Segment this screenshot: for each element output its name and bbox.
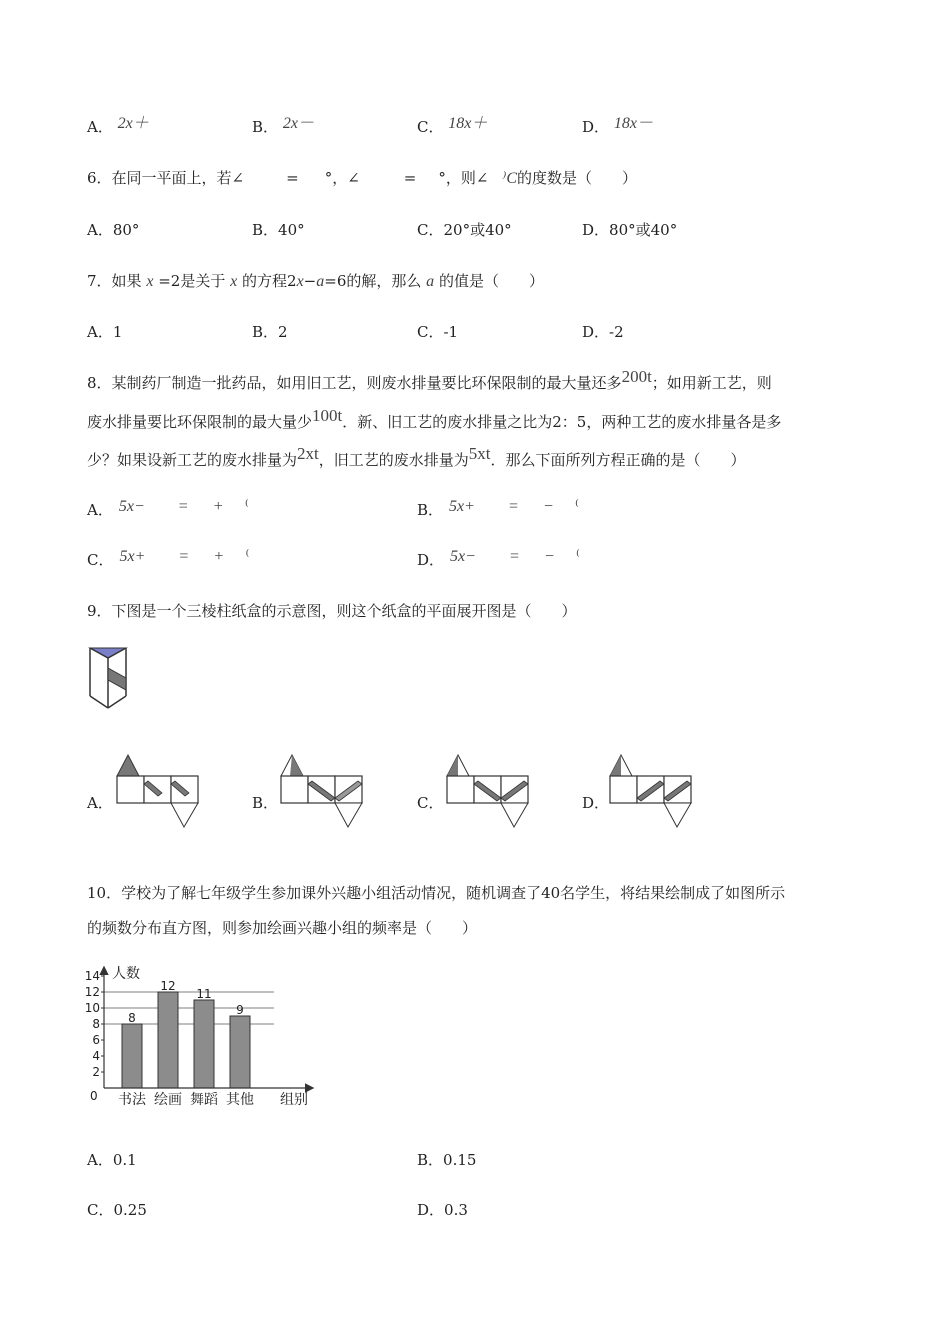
option-label: D． (417, 551, 445, 569)
q10-option-b[interactable] (417, 1150, 476, 1170)
stem-text: 少？如果设新工艺的废水排量为 (87, 451, 298, 469)
net-b[interactable] (278, 751, 364, 829)
option-label: A． (87, 1151, 113, 1169)
eq-part: − (543, 498, 553, 515)
option-label: D． (417, 1201, 445, 1219)
y-tick-label: 10 (84, 1001, 100, 1015)
stem-text: °，∠ (324, 169, 360, 187)
option-label: A． (87, 221, 113, 239)
stem-text: = (403, 169, 417, 187)
eq-part: 5x− (450, 548, 476, 565)
eq-part: = (179, 548, 189, 565)
q6-option-b[interactable] (252, 220, 305, 240)
q7-stem (87, 271, 544, 292)
category-label: 舞蹈 (190, 1092, 218, 1108)
bar-value-label: 11 (196, 987, 212, 1001)
prism-diagram (86, 644, 136, 712)
stem-text: 废水排量要比环保限制的最大量少 (87, 413, 313, 431)
q10-line-1: 10．学校为了解七年级学生参加课外兴趣小组活动情况，随机调查了40名学生，将结果绘制成了如图所示 (87, 884, 786, 902)
stem-text: ．新、旧工艺的废水排量之比为2：5，两种工艺的废水排量各是多 (342, 413, 782, 431)
option-label: C． (417, 221, 444, 239)
q9-option-c-label[interactable]: C． (417, 794, 444, 812)
q7-option-b[interactable] (252, 322, 288, 342)
option-text: 0.25 (113, 1201, 147, 1219)
eq-part: = (178, 498, 188, 515)
q9-option-a-label[interactable]: A． (87, 794, 113, 812)
q10-option-a[interactable] (87, 1150, 137, 1170)
y-tick-label: 14 (84, 969, 100, 983)
option-text: 80° (112, 221, 140, 239)
option-text: 0.3 (444, 1201, 468, 1219)
stem-math: 100t (312, 406, 343, 425)
option-text: 1 (112, 323, 123, 341)
option-label: B． (252, 118, 279, 136)
eq-part: ⁽ (576, 548, 580, 565)
option-expr: 2x－ (282, 115, 314, 132)
var-x: x (296, 273, 304, 290)
option-label: C． (417, 118, 444, 136)
eq-part: + (213, 498, 223, 515)
option-text: -2 (609, 323, 624, 341)
option-label: B． (252, 323, 279, 341)
stem-math: 2xt (297, 444, 319, 463)
stem-text: ．那么下面所列方程正确的是（ ） (490, 451, 746, 469)
frequency-histogram (84, 962, 324, 1112)
q8-option-b[interactable] (417, 500, 579, 521)
y-tick-label: 6 (92, 1033, 100, 1047)
bar-value-label: 8 (128, 1011, 136, 1025)
q8-line-1 (87, 367, 772, 393)
stem-text: =6的解，那么 (324, 272, 422, 290)
q7-option-d[interactable] (582, 322, 624, 342)
net-a[interactable] (114, 751, 200, 829)
option-label: A． (87, 501, 113, 519)
stem-text: ；如用新工艺，则 (651, 374, 772, 392)
category-label: 绘画 (154, 1092, 182, 1108)
category-label: 其他 (226, 1092, 254, 1108)
q6-option-d[interactable] (582, 220, 677, 240)
var-x: x (146, 273, 154, 290)
q9-option-d-label[interactable]: D． (582, 794, 610, 812)
stem-math: 5xt (468, 444, 491, 463)
q8-line-3 (87, 444, 746, 470)
stem-text: 7．如果 (87, 272, 142, 290)
option-label: B． (417, 501, 444, 519)
stem-text: 6．在同一平面上，若∠ (87, 169, 245, 187)
eq-part: 5x+ (449, 498, 475, 515)
q8-line-2 (87, 406, 782, 432)
stem-text: 8．某制药厂制造一批药品，如用旧工艺，则废水排量要比环保限制的最大量还多 (87, 374, 622, 392)
q9-option-b-label[interactable]: B． (252, 794, 279, 812)
stem-text: = (286, 169, 299, 187)
var-a: a (426, 273, 435, 290)
option-label: B． (252, 221, 279, 239)
option-label: D． (582, 323, 610, 341)
stem-text: 的值是（ ） (438, 272, 544, 290)
option-label: A． (87, 118, 113, 136)
eq-part: 5x+ (119, 548, 146, 565)
q9-stem: 9．下图是一个三棱柱纸盒的示意图，则这个纸盒的平面展开图是（ ） (87, 602, 577, 620)
q10-line-2: 的频数分布直方图，则参加绘画兴趣小组的频率是（ ） (87, 919, 478, 937)
var-x: x (230, 273, 238, 290)
eq-part: 5x− (118, 498, 145, 515)
q8-option-d[interactable] (417, 550, 580, 571)
option-label: D． (582, 221, 610, 239)
option-label: C． (87, 551, 114, 569)
bar-舞蹈 (194, 1000, 214, 1088)
bar-其他 (230, 1016, 250, 1088)
q8-option-c[interactable] (87, 550, 249, 571)
bar-value-label: 9 (236, 1003, 244, 1017)
y-tick-label: 12 (84, 985, 100, 999)
eq-part: = (508, 498, 518, 515)
net-d[interactable] (607, 751, 693, 829)
option-label: D． (582, 118, 610, 136)
stem-math: 200t (621, 367, 652, 386)
q7-option-a[interactable] (87, 322, 122, 342)
eq-part: + (214, 548, 224, 565)
q7-option-c[interactable] (417, 322, 458, 342)
stem-math: ⁾C (502, 170, 518, 187)
q6-option-c[interactable] (417, 220, 512, 240)
prism-top-face (90, 648, 126, 658)
y-axis-label: 人数 (112, 966, 140, 982)
q5-option-d[interactable] (582, 117, 653, 138)
option-text: 80°或40° (609, 221, 678, 239)
stem-text: °，则∠ (438, 169, 489, 187)
bar-书法 (122, 1024, 142, 1088)
x-axis-label: 组别 (280, 1092, 308, 1108)
net-c[interactable] (444, 751, 530, 829)
option-expr: 18x＋ (448, 115, 488, 132)
y-tick-label: 4 (92, 1049, 100, 1063)
stem-text: 的方程2 (242, 272, 297, 290)
option-label: C． (87, 1201, 114, 1219)
option-text: 40° (278, 221, 305, 239)
option-label: A． (87, 323, 113, 341)
q10-option-c[interactable] (87, 1200, 147, 1220)
option-text: 2 (278, 323, 288, 341)
y-tick-label: 2 (92, 1065, 100, 1079)
stem-text: =2是关于 (158, 272, 226, 290)
q8-option-a[interactable] (87, 500, 249, 521)
option-text: 0.1 (112, 1151, 137, 1169)
eq-part: ⁽ (244, 498, 249, 515)
eq-part: − (544, 548, 554, 565)
option-label: C． (417, 323, 444, 341)
q6-option-a[interactable] (87, 220, 139, 240)
y-tick-label: 8 (92, 1017, 100, 1031)
option-text: -1 (443, 323, 459, 341)
option-text: 0.15 (443, 1151, 477, 1169)
stem-text: ，旧工艺的废水排量为 (318, 451, 469, 469)
bar-绘画 (158, 992, 178, 1088)
q10-option-d[interactable] (417, 1200, 468, 1220)
stem-text: 的度数是（ ） (517, 169, 638, 187)
q5-option-a[interactable] (87, 117, 149, 138)
option-expr: 2x＋ (117, 115, 149, 132)
eq-part: = (509, 548, 519, 565)
bar-value-label: 12 (160, 979, 176, 993)
q6-stem (87, 168, 637, 189)
stem-text: − (303, 272, 317, 290)
q5-option-c[interactable] (417, 117, 487, 138)
prism-stripe (108, 668, 126, 690)
eq-part: ⁽ (245, 548, 250, 565)
eq-part: ⁽ (575, 498, 579, 515)
option-expr: 18x－ (613, 115, 653, 132)
option-text: 20°或40° (443, 221, 512, 239)
category-label: 书法 (118, 1092, 146, 1108)
origin-label: 0 (90, 1089, 98, 1103)
option-label: B． (417, 1151, 444, 1169)
q5-option-b[interactable] (252, 117, 314, 138)
var-a: a (316, 273, 325, 290)
